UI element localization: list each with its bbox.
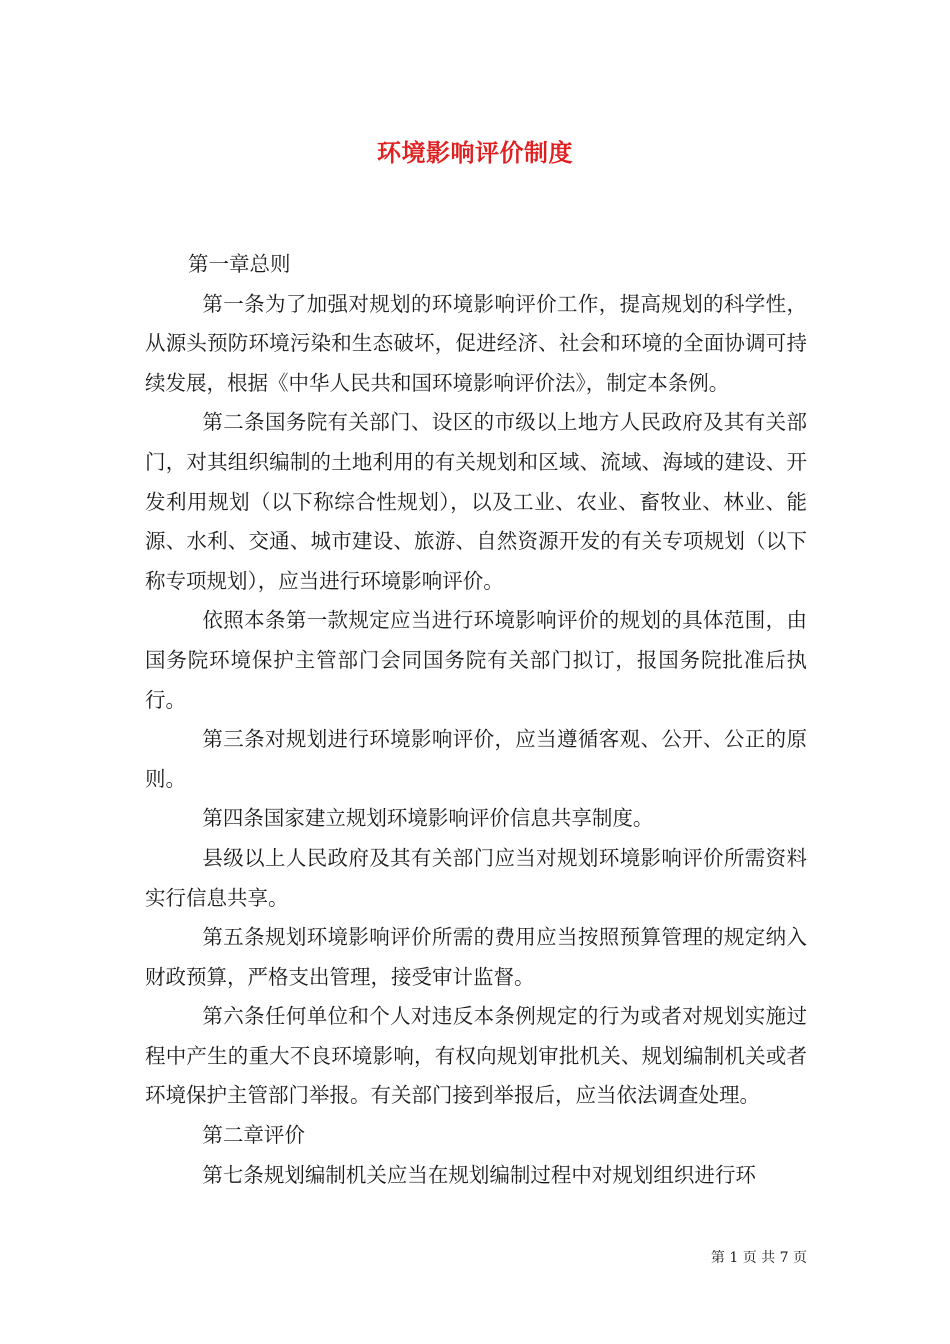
article-paragraph: 依照本条第一款规定应当进行环境影响评价的规划的具体范围，由国务院环境保护主管部门会同国务院有关部门拟订，报国务院批准后执行。 — [145, 608, 807, 712]
article-paragraph: 第七条规划编制机关应当在规划编制过程中对规划组织进行环 — [202, 1162, 756, 1187]
page-number: 第 1 页 共 7 页 — [710, 1250, 807, 1266]
article-paragraph: 第四条国家建立规划环境影响评价信息共享制度。 — [202, 806, 654, 831]
chapter-heading: 第二章评价 — [202, 1123, 305, 1148]
article-paragraph: 县级以上人民政府及其有关部门应当对规划环境影响评价所需资料实行信息共享。 — [145, 845, 807, 910]
article-paragraph: 第五条规划环境影响评价所需的费用应当按照预算管理的规定纳入财政预算，严格支出管理，接受审计监督。 — [145, 925, 807, 989]
article-paragraph: 第六条任何单位和个人对违反本条例规定的行为或者对规划实施过程中产生的重大不良环境影响，有权向规划审批机关、规划编制机关或者环境保护主管部门举报。有关部门接到举报后，应当依法调查处理。 — [145, 1004, 807, 1108]
article-paragraph: 第一条为了加强对规划的环境影响评价工作，提高规划的科学性，从源头预防环境污染和生态破坏，促进经济、社会和环境的全面协调可持续发展，根据《中华人民共和国环境影响评价法》，制定本条例。 — [145, 291, 807, 395]
page-title: 环境影响评价制度 — [377, 138, 573, 167]
chapter-heading: 第一章总则 — [188, 252, 291, 276]
document-body — [145, 245, 807, 1195]
article-paragraph: 第三条对规划进行环境影响评价，应当遵循客观、公开、公正的原则。 — [145, 727, 807, 791]
article-paragraph: 第二条国务院有关部门、设区的市级以上地方人民政府及其有关部门，对其组织编制的土地利用的有关规划和区域、流域、海域的建设、开发利用规划（以下称综合性规划），以及工业、农业、畜牧业、林业、能源、水利、交通、城市建设、旅游、自然资源开发的有关专项规划（以下称专项规划），应当进行环境影响评价。 — [145, 410, 807, 593]
